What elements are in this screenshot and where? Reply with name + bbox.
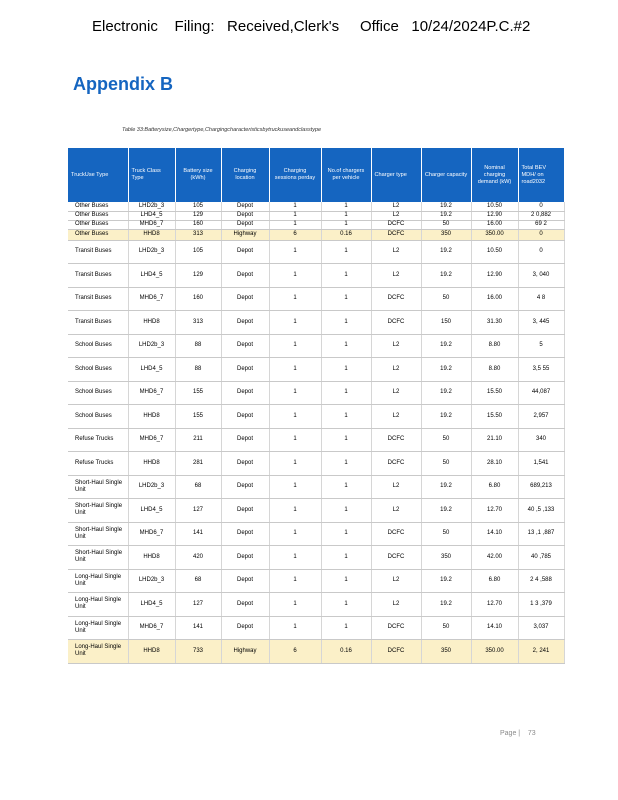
table-cell: 10.50 bbox=[471, 202, 518, 211]
table-cell: HHD8 bbox=[128, 310, 175, 334]
table-cell: 19.2 bbox=[421, 202, 471, 211]
table-cell: Depot bbox=[221, 498, 269, 522]
table-cell: L2 bbox=[371, 240, 421, 263]
table-cell: 129 bbox=[175, 211, 221, 220]
table-cell: 1 bbox=[321, 592, 371, 616]
table-cell: HHD8 bbox=[128, 229, 175, 240]
table-cell: Depot bbox=[221, 522, 269, 545]
table-cell: Depot bbox=[221, 592, 269, 616]
table-cell: L2 bbox=[371, 404, 421, 428]
table-cell: DCFC bbox=[371, 287, 421, 310]
table-cell: 1 bbox=[269, 522, 321, 545]
table-cell: 1 bbox=[321, 616, 371, 639]
table-cell: 40 ,785 bbox=[518, 545, 564, 569]
table-cell: 3, 040 bbox=[518, 263, 564, 287]
table-cell: 19.2 bbox=[421, 240, 471, 263]
row-label-cell: Other Buses bbox=[68, 211, 128, 220]
table-body bbox=[68, 202, 564, 663]
table-cell: 3, 445 bbox=[518, 310, 564, 334]
table-cell: 50 bbox=[421, 522, 471, 545]
col-header: Charging sessions perday bbox=[269, 148, 321, 202]
table-cell: 88 bbox=[175, 357, 221, 381]
table-cell: Depot bbox=[221, 202, 269, 211]
table-cell: 1 bbox=[321, 357, 371, 381]
table-cell: 1 bbox=[269, 202, 321, 211]
table-cell: L2 bbox=[371, 334, 421, 357]
table-cell: 0.16 bbox=[321, 229, 371, 240]
table-row bbox=[68, 545, 564, 569]
table-row bbox=[68, 451, 564, 475]
table-cell: 1 bbox=[321, 334, 371, 357]
table-cell: 160 bbox=[175, 220, 221, 229]
table-cell: 19.2 bbox=[421, 404, 471, 428]
row-label-cell: School Buses bbox=[68, 381, 128, 404]
row-label-cell: Transit Buses bbox=[68, 310, 128, 334]
table-cell: 19.2 bbox=[421, 211, 471, 220]
table-cell: L2 bbox=[371, 498, 421, 522]
table-cell: 50 bbox=[421, 220, 471, 229]
table-row bbox=[68, 263, 564, 287]
table-caption: Table 33:Batterysize,Chargertype,Chargingcharacteristicsbytruckuseandclasstype bbox=[122, 127, 322, 133]
table-cell: DCFC bbox=[371, 428, 421, 451]
table-cell: 420 bbox=[175, 545, 221, 569]
table-cell: Depot bbox=[221, 263, 269, 287]
table-cell: 141 bbox=[175, 616, 221, 639]
table-cell: 0 bbox=[518, 240, 564, 263]
table-cell: 1 bbox=[269, 263, 321, 287]
table-cell: DCFC bbox=[371, 310, 421, 334]
table-cell: MHD6_7 bbox=[128, 220, 175, 229]
table-cell: Depot bbox=[221, 211, 269, 220]
table-cell: 12.70 bbox=[471, 592, 518, 616]
table-cell: L2 bbox=[371, 592, 421, 616]
table-cell: 16.00 bbox=[471, 220, 518, 229]
table-cell: 50 bbox=[421, 287, 471, 310]
table-cell: 689,213 bbox=[518, 475, 564, 498]
row-label-cell: Long-Haul Single Unit bbox=[68, 639, 128, 663]
table-cell: LHD2b_3 bbox=[128, 202, 175, 211]
page-footer bbox=[500, 730, 536, 737]
table-cell: 1 bbox=[321, 522, 371, 545]
table-cell: 150 bbox=[421, 310, 471, 334]
table-cell: 14.10 bbox=[471, 616, 518, 639]
row-label-cell: Transit Buses bbox=[68, 287, 128, 310]
table-cell: 6.80 bbox=[471, 475, 518, 498]
table-cell: L2 bbox=[371, 263, 421, 287]
table-row bbox=[68, 639, 564, 663]
table-cell: 3,037 bbox=[518, 616, 564, 639]
table-cell: 350 bbox=[421, 229, 471, 240]
table-cell: HHD8 bbox=[128, 451, 175, 475]
table-cell: L2 bbox=[371, 475, 421, 498]
table-cell: 1 bbox=[321, 220, 371, 229]
table-cell: DCFC bbox=[371, 220, 421, 229]
table-cell: DCFC bbox=[371, 229, 421, 240]
table-cell: 1,541 bbox=[518, 451, 564, 475]
row-label-cell: School Buses bbox=[68, 404, 128, 428]
table-cell: 12.90 bbox=[471, 211, 518, 220]
table-cell: 350 bbox=[421, 639, 471, 663]
table-cell: 15.50 bbox=[471, 404, 518, 428]
table-cell: L2 bbox=[371, 357, 421, 381]
table-cell: 1 bbox=[321, 202, 371, 211]
table-cell: 350.00 bbox=[471, 229, 518, 240]
table-cell: 42.00 bbox=[471, 545, 518, 569]
table-cell: 105 bbox=[175, 240, 221, 263]
table-cell: LHD2b_3 bbox=[128, 334, 175, 357]
table-cell: HHD8 bbox=[128, 545, 175, 569]
table-cell: L2 bbox=[371, 569, 421, 592]
table-cell: LHD2b_3 bbox=[128, 569, 175, 592]
table-row bbox=[68, 310, 564, 334]
table-cell: 3,5 55 bbox=[518, 357, 564, 381]
table-cell: 1 bbox=[321, 475, 371, 498]
table-row bbox=[68, 569, 564, 592]
table-cell: 0 bbox=[518, 229, 564, 240]
table-cell: 5 bbox=[518, 334, 564, 357]
row-label-cell: Long-Haul Single Unit bbox=[68, 569, 128, 592]
table-cell: 8.80 bbox=[471, 334, 518, 357]
table-row bbox=[68, 211, 564, 220]
table-cell: 4 8 bbox=[518, 287, 564, 310]
table-cell: 340 bbox=[518, 428, 564, 451]
col-header: Charger capacity bbox=[421, 148, 471, 202]
table-cell: 141 bbox=[175, 522, 221, 545]
table-cell: Depot bbox=[221, 287, 269, 310]
table-cell: 19.2 bbox=[421, 334, 471, 357]
table-cell: Depot bbox=[221, 428, 269, 451]
table-cell: Depot bbox=[221, 616, 269, 639]
table-cell: LHD4_5 bbox=[128, 498, 175, 522]
table-cell: 16.00 bbox=[471, 287, 518, 310]
table-cell: HHD8 bbox=[128, 639, 175, 663]
table-cell: 1 bbox=[269, 428, 321, 451]
table-cell: Depot bbox=[221, 240, 269, 263]
table-cell: 1 bbox=[269, 357, 321, 381]
table-row bbox=[68, 475, 564, 498]
table-cell: 1 bbox=[269, 475, 321, 498]
filing-header: Electronic Filing: Received,Clerk's Office 10/24/2024P.C.#2 bbox=[92, 18, 531, 35]
col-header: Charging location bbox=[221, 148, 269, 202]
table-cell: 50 bbox=[421, 451, 471, 475]
table-cell: 8.80 bbox=[471, 357, 518, 381]
table-cell: 6 bbox=[269, 229, 321, 240]
table-cell: 6.80 bbox=[471, 569, 518, 592]
table-row bbox=[68, 334, 564, 357]
table-cell: 313 bbox=[175, 310, 221, 334]
table-cell: 2 4 ,588 bbox=[518, 569, 564, 592]
table-row bbox=[68, 428, 564, 451]
table-cell: Depot bbox=[221, 569, 269, 592]
table-cell: Highway bbox=[221, 639, 269, 663]
table-cell: 127 bbox=[175, 498, 221, 522]
table-cell: 1 bbox=[321, 498, 371, 522]
table-cell: 1 bbox=[269, 211, 321, 220]
table-cell: 1 bbox=[321, 240, 371, 263]
table-cell: DCFC bbox=[371, 522, 421, 545]
table-cell: 21.10 bbox=[471, 428, 518, 451]
table-cell: 19.2 bbox=[421, 263, 471, 287]
table-cell: 2 0,882 bbox=[518, 211, 564, 220]
col-header: Charger type bbox=[371, 148, 421, 202]
table-cell: 1 bbox=[321, 263, 371, 287]
row-label-cell: Other Buses bbox=[68, 220, 128, 229]
table-row bbox=[68, 616, 564, 639]
col-header: Total BEV MDH/ on road2032 bbox=[518, 148, 564, 202]
row-label-cell: Short-Haul Single Unit bbox=[68, 522, 128, 545]
table-cell: 68 bbox=[175, 475, 221, 498]
table-cell: 68 bbox=[175, 569, 221, 592]
table-cell: 19.2 bbox=[421, 569, 471, 592]
table-cell: 1 bbox=[269, 334, 321, 357]
table-cell: L2 bbox=[371, 381, 421, 404]
table-cell: L2 bbox=[371, 211, 421, 220]
table-cell: 1 bbox=[269, 287, 321, 310]
table-row bbox=[68, 592, 564, 616]
page-number: 73 bbox=[527, 730, 536, 737]
table-cell: 69 2 bbox=[518, 220, 564, 229]
table-cell: 19.2 bbox=[421, 475, 471, 498]
table-cell: 1 bbox=[269, 310, 321, 334]
table-cell: 13 ,1 ,887 bbox=[518, 522, 564, 545]
table-cell: 1 bbox=[269, 592, 321, 616]
table-header-row bbox=[68, 148, 564, 202]
table-cell: 6 bbox=[269, 639, 321, 663]
table-cell: 1 bbox=[269, 404, 321, 428]
table-row bbox=[68, 229, 564, 240]
table-cell: 1 bbox=[321, 404, 371, 428]
table-cell: LHD4_5 bbox=[128, 211, 175, 220]
table-cell: LHD2b_3 bbox=[128, 475, 175, 498]
table-cell: 155 bbox=[175, 381, 221, 404]
table-cell: Depot bbox=[221, 381, 269, 404]
table-cell: MHD6_7 bbox=[128, 381, 175, 404]
table-cell: Depot bbox=[221, 404, 269, 428]
table-cell: 50 bbox=[421, 616, 471, 639]
table-cell: Depot bbox=[221, 545, 269, 569]
table-cell: 1 bbox=[269, 451, 321, 475]
table-cell: 2, 241 bbox=[518, 639, 564, 663]
table-cell: DCFC bbox=[371, 545, 421, 569]
table-cell: 127 bbox=[175, 592, 221, 616]
table-cell: 19.2 bbox=[421, 381, 471, 404]
row-label-cell: Short-Haul Single Unit bbox=[68, 475, 128, 498]
table-row bbox=[68, 498, 564, 522]
table-cell: 1 bbox=[269, 240, 321, 263]
row-label-cell: Long-Haul Single Unit bbox=[68, 592, 128, 616]
col-header: TruckUse Type bbox=[68, 148, 128, 202]
table-cell: DCFC bbox=[371, 451, 421, 475]
table-cell: Depot bbox=[221, 334, 269, 357]
table-cell: 1 bbox=[321, 211, 371, 220]
col-header: No.of chargers per vehicle bbox=[321, 148, 371, 202]
table-cell: Depot bbox=[221, 475, 269, 498]
table-cell: MHD6_7 bbox=[128, 522, 175, 545]
table-cell: Depot bbox=[221, 220, 269, 229]
table-cell: 350.00 bbox=[471, 639, 518, 663]
table-row bbox=[68, 240, 564, 263]
table-cell: 88 bbox=[175, 334, 221, 357]
table-cell: 19.2 bbox=[421, 592, 471, 616]
table-row bbox=[68, 202, 564, 211]
row-label-cell: Short-Haul Single Unit bbox=[68, 498, 128, 522]
table-cell: Depot bbox=[221, 451, 269, 475]
table-cell: 14.10 bbox=[471, 522, 518, 545]
row-label-cell: Short-Haul Single Unit bbox=[68, 545, 128, 569]
table-cell: 1 bbox=[269, 616, 321, 639]
table-cell: LHD4_5 bbox=[128, 263, 175, 287]
row-label-cell: School Buses bbox=[68, 357, 128, 381]
table-cell: 1 bbox=[321, 310, 371, 334]
table-cell: 28.10 bbox=[471, 451, 518, 475]
row-label-cell: Other Buses bbox=[68, 229, 128, 240]
table-row bbox=[68, 357, 564, 381]
appendix-title: Appendix B bbox=[73, 74, 174, 94]
table-row bbox=[68, 381, 564, 404]
table-cell: 105 bbox=[175, 202, 221, 211]
table-cell: 50 bbox=[421, 428, 471, 451]
table-cell: 160 bbox=[175, 287, 221, 310]
battery-charging-table bbox=[68, 148, 565, 664]
table-row bbox=[68, 522, 564, 545]
col-header: Truck Class Type bbox=[128, 148, 175, 202]
table-row bbox=[68, 404, 564, 428]
table-cell: MHD6_7 bbox=[128, 616, 175, 639]
table-row bbox=[68, 287, 564, 310]
row-label-cell: Refuse Trucks bbox=[68, 451, 128, 475]
table-cell: 1 bbox=[269, 498, 321, 522]
table-cell: Depot bbox=[221, 357, 269, 381]
table-cell: DCFC bbox=[371, 616, 421, 639]
table-cell: 155 bbox=[175, 404, 221, 428]
page-label: Page | bbox=[500, 730, 521, 737]
table-cell: 1 bbox=[269, 220, 321, 229]
table-cell: Highway bbox=[221, 229, 269, 240]
table-row bbox=[68, 220, 564, 229]
table-cell: 0 bbox=[518, 202, 564, 211]
table-cell: 12.90 bbox=[471, 263, 518, 287]
table-cell: 40 ,5 ,133 bbox=[518, 498, 564, 522]
table-cell: 44,087 bbox=[518, 381, 564, 404]
table-cell: L2 bbox=[371, 202, 421, 211]
row-label-cell: Transit Buses bbox=[68, 263, 128, 287]
table-cell: 19.2 bbox=[421, 357, 471, 381]
table-cell: 1 bbox=[269, 569, 321, 592]
table-cell: 1 bbox=[321, 545, 371, 569]
table-cell: 350 bbox=[421, 545, 471, 569]
table-cell: 1 3 ,379 bbox=[518, 592, 564, 616]
table-cell: Depot bbox=[221, 310, 269, 334]
row-label-cell: Transit Buses bbox=[68, 240, 128, 263]
table-cell: 1 bbox=[269, 381, 321, 404]
table-cell: 12.70 bbox=[471, 498, 518, 522]
row-label-cell: Refuse Trucks bbox=[68, 428, 128, 451]
table-cell: 19.2 bbox=[421, 498, 471, 522]
table-cell: 1 bbox=[321, 287, 371, 310]
table-cell: 2,957 bbox=[518, 404, 564, 428]
table-cell: LHD2b_3 bbox=[128, 240, 175, 263]
table-cell: LHD4_5 bbox=[128, 357, 175, 381]
table-cell: 10.50 bbox=[471, 240, 518, 263]
table-cell: MHD6_7 bbox=[128, 287, 175, 310]
table-cell: 211 bbox=[175, 428, 221, 451]
table-cell: LHD4_5 bbox=[128, 592, 175, 616]
row-label-cell: School Buses bbox=[68, 334, 128, 357]
table-cell: 31.30 bbox=[471, 310, 518, 334]
table-cell: 313 bbox=[175, 229, 221, 240]
table-cell: 281 bbox=[175, 451, 221, 475]
table-cell: MHD6_7 bbox=[128, 428, 175, 451]
table-cell: 1 bbox=[321, 381, 371, 404]
col-header: Nominal charging demand (kW) bbox=[471, 148, 518, 202]
table-cell: 1 bbox=[321, 451, 371, 475]
row-label-cell: Long-Haul Single Unit bbox=[68, 616, 128, 639]
row-label-cell: Other Buses bbox=[68, 202, 128, 211]
table-cell: 0.16 bbox=[321, 639, 371, 663]
col-header: Battery size (kWh) bbox=[175, 148, 221, 202]
table-cell: DCFC bbox=[371, 639, 421, 663]
table-cell: 129 bbox=[175, 263, 221, 287]
table-cell: HHD8 bbox=[128, 404, 175, 428]
table-cell: 1 bbox=[321, 428, 371, 451]
table-cell: 1 bbox=[321, 569, 371, 592]
table-cell: 15.50 bbox=[471, 381, 518, 404]
table-cell: 1 bbox=[269, 545, 321, 569]
table-cell: 733 bbox=[175, 639, 221, 663]
